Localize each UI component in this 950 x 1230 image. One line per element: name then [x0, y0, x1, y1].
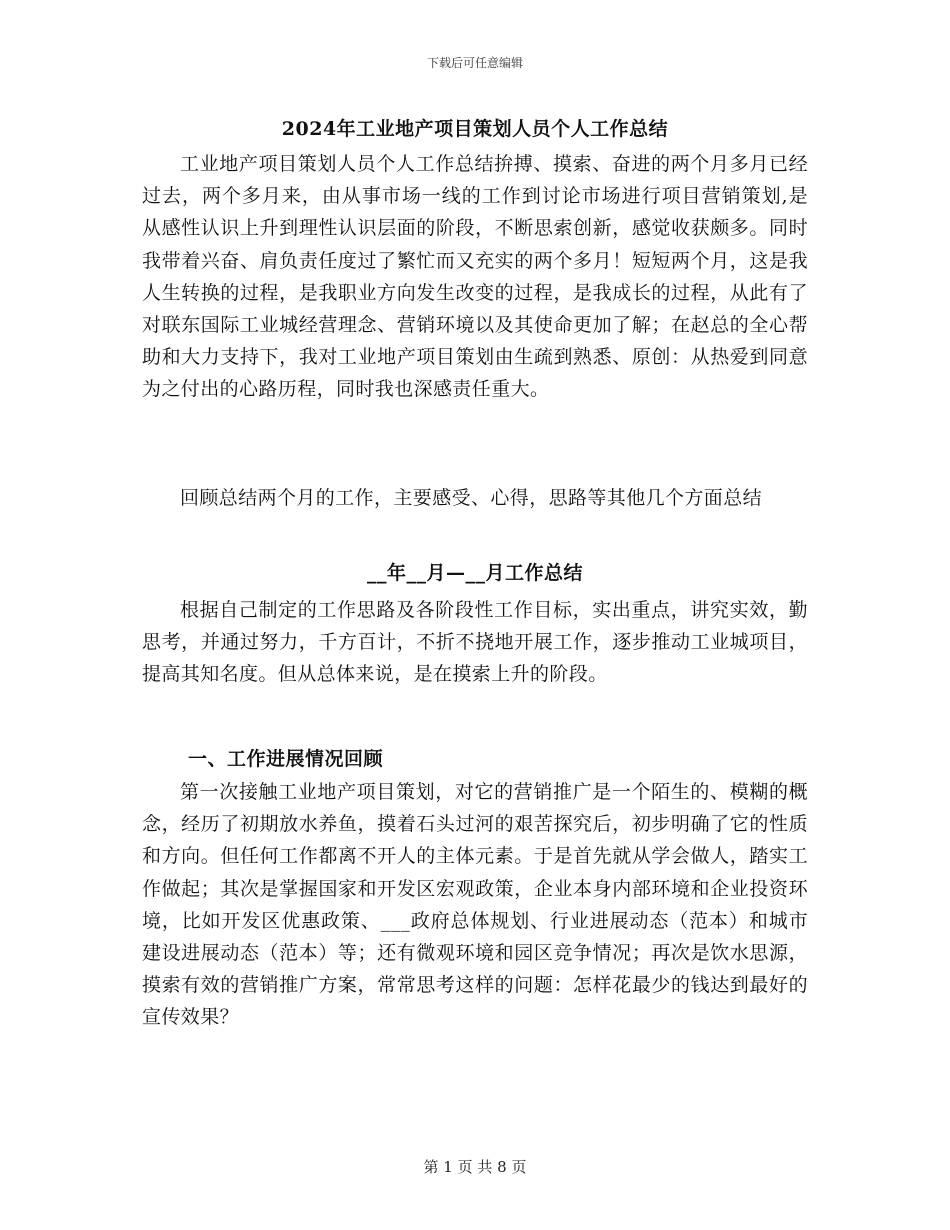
- header-note: 下载后可任意编辑: [426, 56, 523, 70]
- body-paragraph-3: 根据自己制定的工作思路及各阶段性工作目标，实出重点，讲究实效，勤思考，并通过努力，千方百计，不折不挠地开展工作，逐步推动工业城项目，提高其知名度。但从总体来说，是在摸索上升的阶段。: [142, 599, 808, 686]
- page-footer: 第 1 页 共 8 页: [423, 1158, 527, 1176]
- section-heading-1: 一、工作进展情况回顾: [188, 748, 384, 770]
- section-subtitle: __年__月—__月工作总结: [366, 562, 583, 584]
- body-paragraph-4: 第一次接触工业地产项目策划，对它的营销推广是一个陌生的、模糊的概念，经历了初期放水养鱼，摸着石头过河的艰苦探究后，初步明确了它的性质和方向。但任何工作都离不开人的主体元素。于是首先就从学会做人，踏实工作做起；其次是掌握国家和开发区宏观政策，企业本身内部环境和企业投资环境，比如开发区优惠政策、___政府总体规划、行业进展动态（范本）和城市建设进展动态（范本）等；还有微观环境和园区竞争情况；再次是饮水思源，摸索有效的营销推广方案，常常思考这样的问题：怎样花最少的钱达到最好的宣传效果？: [142, 781, 808, 1029]
- body-paragraph-2: 回顾总结两个月的工作，主要感受、心得，思路等其他几个方面总结: [180, 487, 763, 509]
- body-paragraph-1: 工业地产项目策划人员个人工作总结拚搏、摸索、奋进的两个月多月已经过去，两个多月来，由从事市场一线的工作到讨论市场进行项目营销策划,是从感性认识上升到理性认识层面的阶段，不断思索创新，感觉收获颇多。同时我带着兴奋、肩负责任度过了繁忙而又充实的两个多月！短短两个月，这是我人生转换的过程，是我职业方向发生改变的过程，是我成长的过程，从此有了对联东国际工业城经营理念、营销环境以及其使命更加了解；在赵总的全心帮助和大力支持下，我对工业地产项目策划由生疏到熟悉、原创：从热爱到同意为之付出的心路历程，同时我也深感责任重大。: [142, 153, 808, 401]
- document-title: 2024年工业地产项目策划人员个人工作总结: [281, 118, 669, 140]
